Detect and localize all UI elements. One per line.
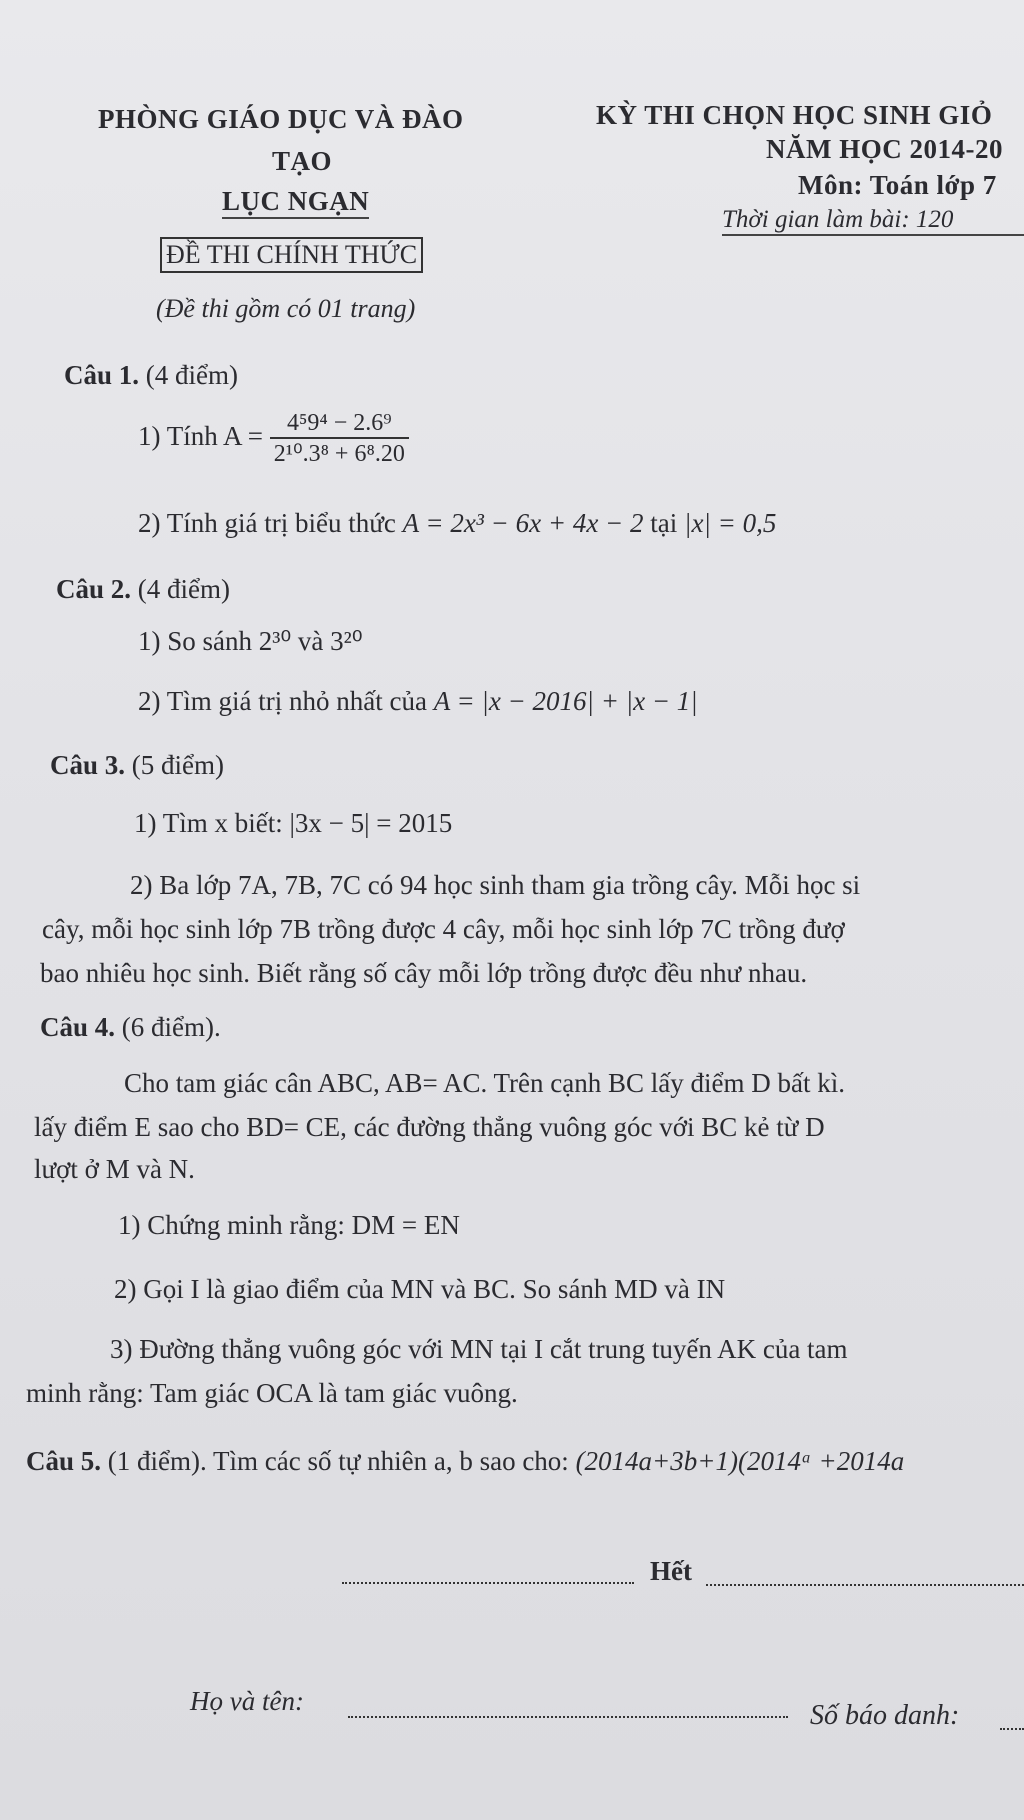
q5-text: Tìm các số tự nhiên a, b sao cho:	[213, 1446, 569, 1476]
q5-title: Câu 5.	[26, 1446, 102, 1476]
q3-part1	[134, 808, 452, 839]
department-line2: TẠO	[272, 146, 333, 176]
q3-part2-line2: cây, mỗi học sinh lớp 7B trồng được 4 cây, mỗi học sinh lớp 7C trồng đượ	[42, 914, 845, 944]
q2-part1-expr: 2³⁰ và 3²⁰	[258, 626, 363, 656]
q1-denominator: 2¹⁰.3⁸ + 6⁸.20	[273, 441, 405, 467]
q5-expr: (2014a+3b+1)(2014ᵃ +2014a	[575, 1446, 905, 1476]
q4-part3-line1: 3) Đường thẳng vuông góc với MN tại I cắt trung tuyến AK của tam	[110, 1334, 848, 1364]
q2-part1	[138, 626, 363, 657]
q1-points: (4 điểm)	[145, 360, 238, 390]
q1-part2-at: tại	[650, 508, 678, 538]
q1-part2-expr: A = 2x³ − 6x + 4x − 2	[402, 508, 644, 538]
q4-part1: 1) Chứng minh rằng: DM = EN	[118, 1210, 460, 1240]
candidate-id-label: Số báo danh:	[810, 1700, 960, 1731]
end-dots-left	[342, 1582, 634, 1584]
school-year: NĂM HỌC 2014-20	[766, 134, 1003, 164]
q1-part1	[138, 410, 409, 468]
candidate-id-line	[1000, 1728, 1024, 1730]
q2-part2-label: 2) Tìm giá trị nhỏ nhất của	[138, 686, 427, 716]
q5-points: (1 điểm).	[107, 1446, 207, 1476]
q2-title: Câu 2.	[56, 574, 132, 604]
q4-points: (6 điểm).	[121, 1012, 221, 1042]
q1-numerator: 4⁵9⁴ − 2.6⁹	[270, 410, 409, 439]
q4-part2: 2) Gọi I là giao điểm của MN và BC. So sánh MD và IN	[114, 1274, 726, 1304]
q2-points: (4 điểm)	[137, 574, 230, 604]
q2-part1-label: 1) So sánh	[138, 626, 252, 656]
q1-part2-label: 2) Tính giá trị biểu thức	[138, 508, 396, 538]
q4-intro-line3: lượt ở M và N.	[34, 1154, 195, 1184]
time-limit: Thời gian làm bài: 120	[722, 206, 1024, 236]
q1-part2-cond: |x| = 0,5	[684, 508, 777, 538]
q2-part2	[138, 686, 698, 717]
q4-intro-line1: Cho tam giác cân ABC, AB= AC. Trên cạnh BC lấy điểm D bất kì.	[124, 1068, 845, 1098]
q2-part2-expr: A = |x − 2016| + |x − 1|	[433, 686, 698, 716]
q4-heading	[40, 1012, 221, 1043]
pages-note: (Đề thi gồm có 01 trang)	[156, 294, 416, 323]
name-field-line	[348, 1716, 788, 1718]
q3-points: (5 điểm)	[131, 750, 224, 780]
department-line1: PHÒNG GIÁO DỤC VÀ ĐÀO	[98, 104, 464, 134]
q1-part2	[138, 508, 776, 539]
q4-title: Câu 4.	[40, 1012, 116, 1042]
q3-heading	[50, 750, 224, 781]
name-label: Họ và tên:	[190, 1686, 304, 1716]
q1-part1-label: 1) Tính A =	[138, 421, 263, 452]
q4-intro-line2: lấy điểm E sao cho BD= CE, các đường thẳng vuông góc với BC kẻ từ D	[34, 1112, 825, 1142]
exam-title: KỲ THI CHỌN HỌC SINH GIỎ	[596, 100, 993, 130]
q3-part2-line1: 2) Ba lớp 7A, 7B, 7C có 94 học sinh tham gia trồng cây. Mỗi học si	[130, 870, 861, 900]
q3-part1-label: 1) Tìm x biết:	[134, 808, 283, 838]
official-exam-box: ĐỀ THI CHÍNH THỨC	[160, 237, 423, 273]
q1-title: Câu 1.	[64, 360, 140, 390]
q3-part1-expr: |3x − 5| = 2015	[289, 808, 453, 838]
q5-line	[26, 1446, 904, 1477]
q1-fraction	[270, 410, 409, 468]
q1-heading	[64, 360, 238, 391]
q3-title: Câu 3.	[50, 750, 126, 780]
q2-heading	[56, 574, 230, 605]
end-marker-row	[342, 1556, 1024, 1596]
q3-part2-line3: bao nhiêu học sinh. Biết rằng số cây mỗi lớp trồng được đều như nhau.	[40, 958, 808, 988]
subject: Môn: Toán lớp 7	[798, 170, 997, 200]
department-line3: LỤC NGẠN	[222, 186, 369, 219]
end-marker: Hết	[650, 1556, 692, 1586]
q4-part3-line2: minh rằng: Tam giác OCA là tam giác vuông.	[26, 1378, 518, 1408]
end-dots-right	[706, 1584, 1024, 1586]
